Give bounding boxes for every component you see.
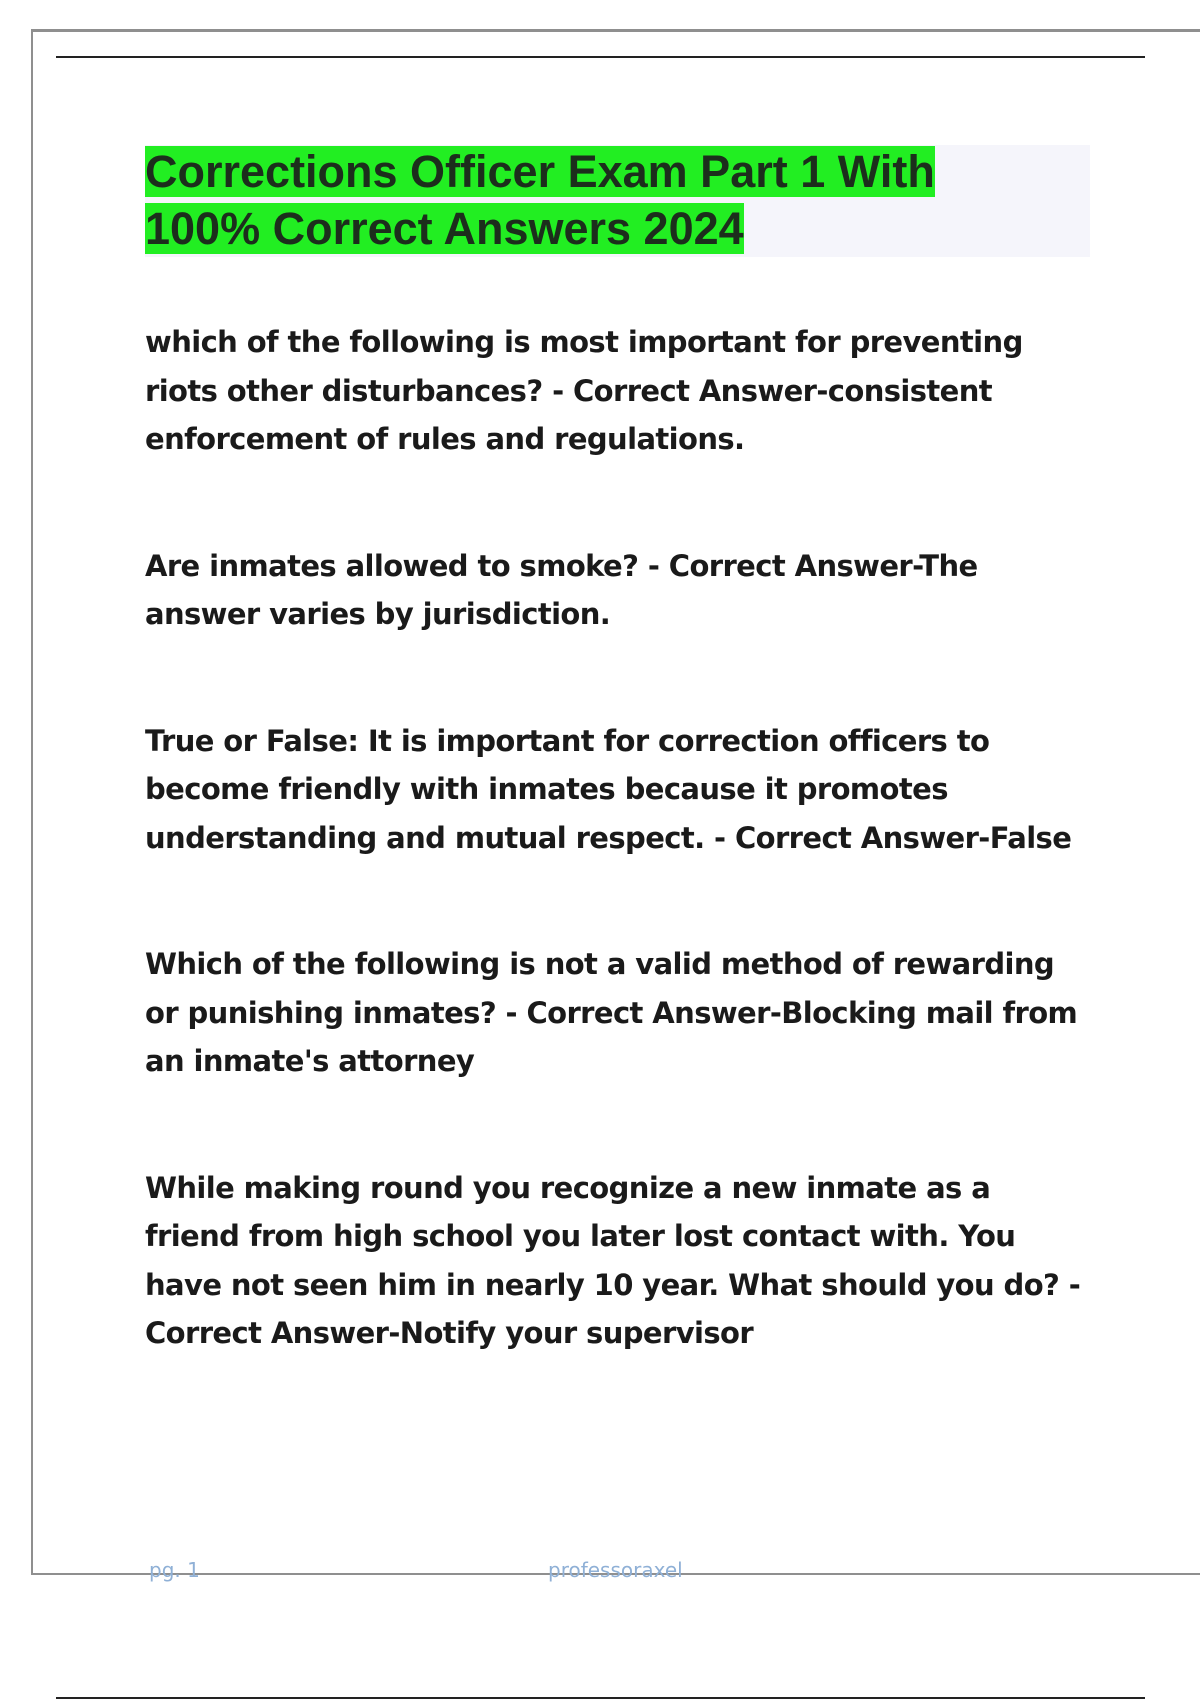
title-line-2: 100% Correct Answers 2024: [145, 203, 744, 254]
qa-item: True or False: It is important for correction officers to become friendly with inmates because it promotes understanding and mutual respect. - Correct Answer-False: [145, 723, 1072, 855]
footer-rule: [56, 1697, 1145, 1699]
footer-author: professoraxel: [548, 1558, 683, 1582]
qa-list: [145, 318, 1085, 1436]
title-line-1: Corrections Officer Exam Part 1 With: [145, 146, 935, 197]
page-frame-left: [31, 29, 33, 1574]
footer-page-number: pg. 1: [149, 1558, 200, 1582]
qa-item: which of the following is most important for preventing riots other disturbances? - Correct Answer-consistent enforcement of rules and regulations.: [145, 325, 1023, 456]
page-frame-top: [31, 29, 1200, 32]
document-title: [145, 143, 1005, 257]
header-rule: [56, 56, 1145, 58]
qa-item: Are inmates allowed to smoke? - Correct Answer-The answer varies by jurisdiction.: [145, 548, 978, 631]
qa-item: Which of the following is not a valid method of rewarding or punishing inmates? - Correct Answer-Blocking mail from an inmate's attorney: [145, 947, 1078, 1078]
qa-item: While making round you recognize a new inmate as a friend from high school you later lost contact with. You have not seen him in nearly 10 year. What should you do? - Correct Answer-Notify your supervisor: [145, 1170, 1081, 1350]
